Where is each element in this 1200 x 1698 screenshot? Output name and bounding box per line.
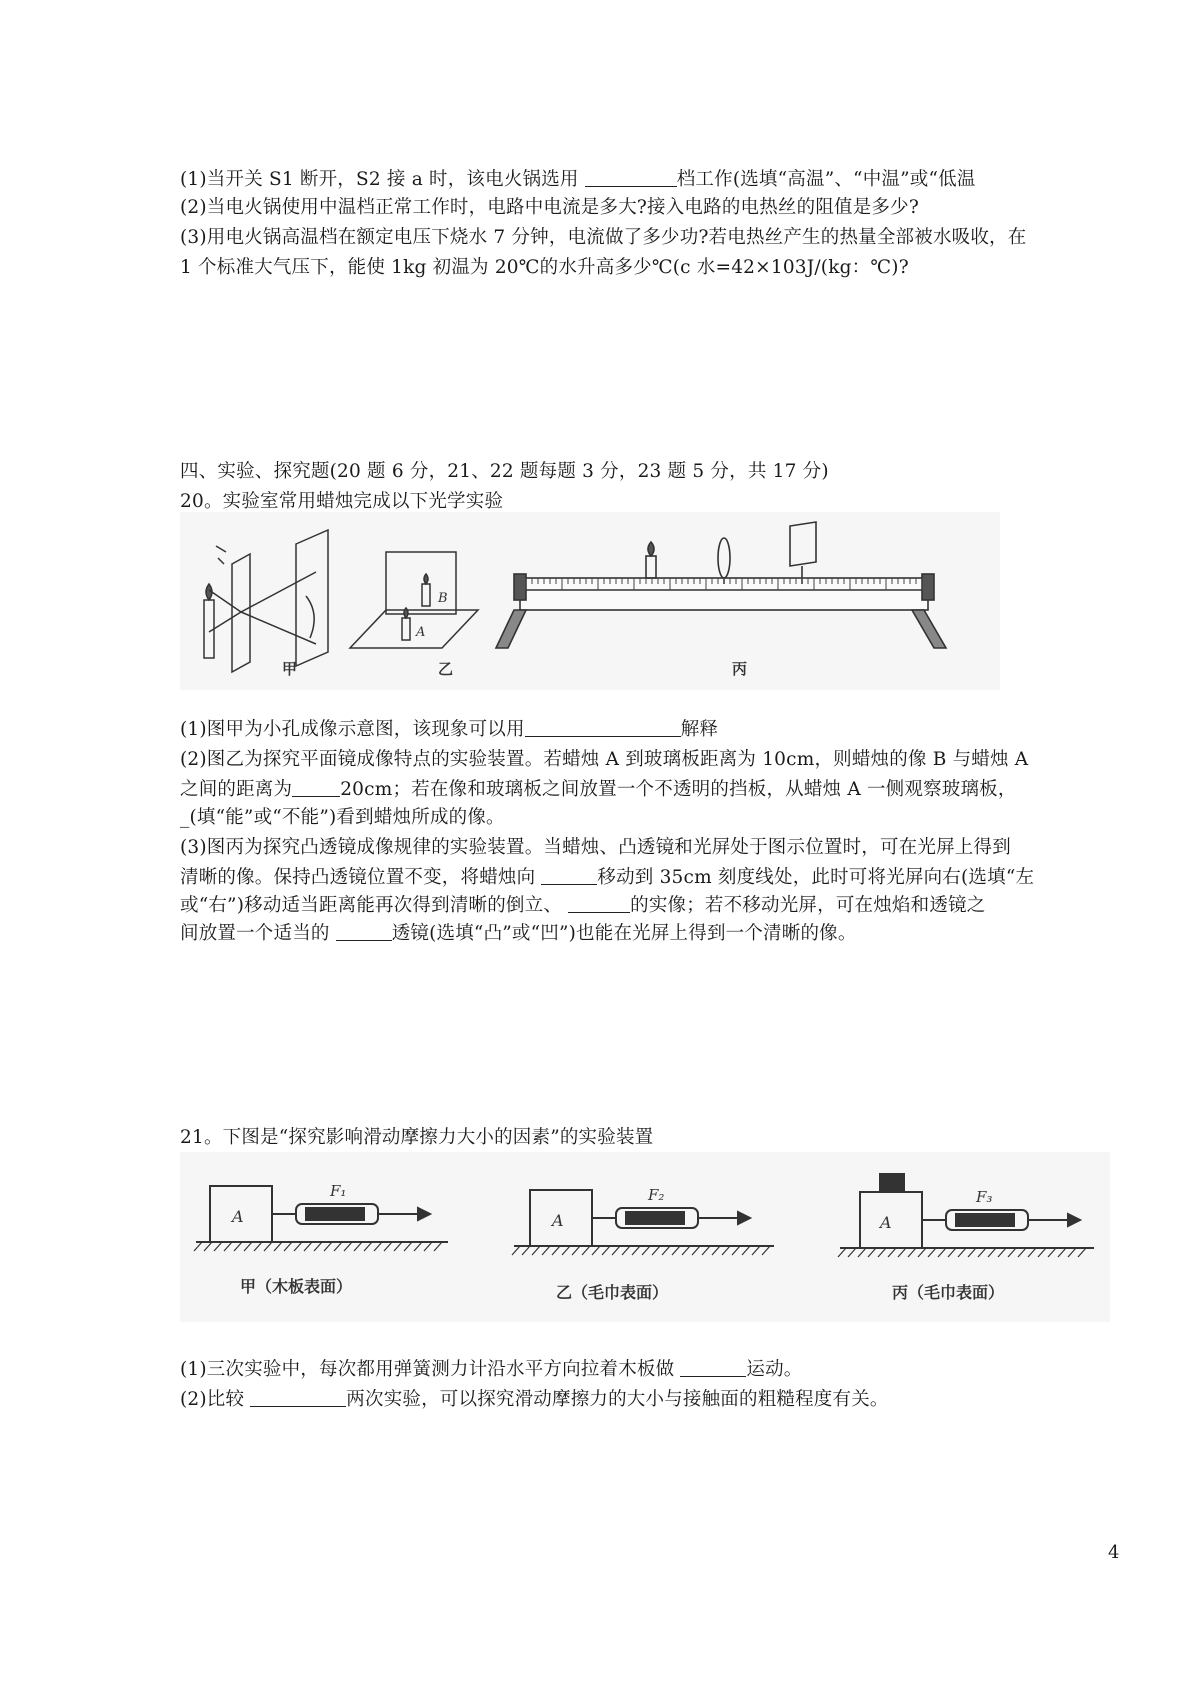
ground-hatch	[512, 1246, 520, 1255]
bench-leg-left	[496, 610, 526, 648]
optics-diagram	[180, 512, 1000, 690]
ground-hatch	[762, 1246, 770, 1255]
ground-hatch	[908, 1248, 916, 1257]
q19-part1-text-pre: (1)当开关 S1 断开，S2 接 a 时，该电火锅选用	[180, 169, 585, 190]
ground-hatch	[622, 1246, 630, 1255]
ground-hatch	[434, 1242, 442, 1251]
page-number: 4	[1108, 1542, 1120, 1563]
fig-caption-yi-surface: 乙（毛巾表面）	[556, 1283, 669, 1302]
ground-hatch	[224, 1242, 232, 1251]
q19-part2: (2)当电火锅使用中温档正常工作时，电路中电流是多大?接入电路的电热丝的阻值是多少?	[180, 197, 919, 218]
ground-hatch	[542, 1246, 550, 1255]
q20-title: 20。实验室常用蜡烛完成以下光学实验	[180, 491, 504, 512]
ground-hatch	[612, 1246, 620, 1255]
q21-part1-blank[interactable]	[680, 1358, 746, 1377]
pinhole-diagram	[204, 530, 328, 672]
ground-hatch	[858, 1248, 866, 1257]
friction-diagram	[180, 1152, 1110, 1322]
q21-part1-pre: (1)三次实验中，每次都用弹簧测力计沿水平方向拉着木板做	[180, 1359, 681, 1380]
q19-part1-blank[interactable]	[585, 168, 677, 187]
light-screen-icon	[790, 522, 816, 566]
q20-part2-pre: 之间的距离为	[180, 779, 293, 800]
q20-part3-line4	[180, 922, 857, 946]
q19-part3-line1: (3)用电火锅高温档在额定电压下烧水 7 分钟，电流做了多少功?若电热丝产生的热量全部被水吸收，在	[180, 227, 1027, 248]
ground-hatch	[424, 1242, 432, 1251]
q20-part1-post: 解释	[680, 719, 719, 740]
q20-part3-post: 移动到 35cm 刻度线处，此时可将光屏向右(选填“左	[597, 867, 1035, 888]
q20-part3-line2	[180, 866, 1034, 890]
force-label-f3: F₃	[976, 1188, 993, 1206]
ground-hatch	[324, 1242, 332, 1251]
ground-hatch	[572, 1246, 580, 1255]
ground-hatch	[878, 1248, 886, 1257]
ground-hatch	[632, 1246, 640, 1255]
q21-part2-blank[interactable]	[250, 1388, 346, 1407]
ground-hatch	[304, 1242, 312, 1251]
candle-b-icon	[422, 584, 430, 606]
bench-candle-icon	[646, 556, 656, 578]
ground-hatch	[374, 1242, 382, 1251]
ground-hatch	[562, 1246, 570, 1255]
ground-hatch	[204, 1242, 212, 1251]
ground-hatch	[582, 1246, 590, 1255]
ground-hatch	[712, 1246, 720, 1255]
ground-hatch	[652, 1246, 660, 1255]
ground-hatch	[732, 1246, 740, 1255]
fig-caption-yi: 乙	[438, 660, 454, 678]
ground-hatch	[692, 1246, 700, 1255]
ground-hatch	[958, 1248, 966, 1257]
fig-caption-jia: 甲	[282, 660, 298, 678]
ground-hatch	[838, 1248, 846, 1257]
label-b: B	[438, 591, 448, 606]
q21-part1	[180, 1358, 803, 1382]
ground-hatch	[314, 1242, 322, 1251]
ground-hatch	[978, 1248, 986, 1257]
ground-hatch	[404, 1242, 412, 1251]
ground-hatch	[938, 1248, 946, 1257]
table-plane	[350, 610, 478, 648]
ground-hatch	[384, 1242, 392, 1251]
ground-hatch	[532, 1246, 540, 1255]
q20-part3-line3	[180, 894, 985, 918]
ground-hatch	[522, 1246, 530, 1255]
q20-part3-line1: (3)图丙为探究凸透镜成像规律的实验装置。当蜡烛、凸透镜和光屏处于图示位置时，可在光屏上得到	[180, 837, 1011, 858]
ground-hatch	[1068, 1248, 1076, 1257]
ground-hatch	[898, 1248, 906, 1257]
label-a: A	[416, 625, 426, 640]
friction-setup-bing	[838, 1174, 1094, 1257]
block-label-bing: A	[880, 1213, 892, 1232]
ground-hatch	[988, 1248, 996, 1257]
block-label-yi: A	[552, 1211, 564, 1230]
q20-part2-blank[interactable]	[292, 778, 340, 797]
q20-part3c-pre: 或“右”)移动适当距离能再次得到清晰的倒立、	[180, 895, 569, 916]
q21-part2-post: 两次实验，可以探究滑动摩擦力的大小与接触面的粗糙程度有关。	[346, 1389, 889, 1410]
ground-hatch	[702, 1246, 710, 1255]
fig-caption-bing-surface: 丙（毛巾表面）	[892, 1283, 1005, 1302]
q20-figure	[180, 512, 1000, 690]
force-label-f1: F₁	[330, 1182, 347, 1200]
ground-hatch	[672, 1246, 680, 1255]
ground-hatch	[602, 1246, 610, 1255]
ground-hatch	[414, 1242, 422, 1251]
ground-hatch	[284, 1242, 292, 1251]
q20-part3-blank1[interactable]	[541, 866, 597, 885]
bench-leg-right	[912, 610, 946, 648]
ground-hatch	[752, 1246, 760, 1255]
ground-hatch	[742, 1246, 750, 1255]
q21-figure	[180, 1152, 1110, 1322]
optical-bench-diagram	[496, 522, 946, 648]
ground-hatch	[948, 1248, 956, 1257]
ground-hatch	[928, 1248, 936, 1257]
ground-hatch	[274, 1242, 282, 1251]
ground-hatch	[394, 1242, 402, 1251]
ground-hatch	[254, 1242, 262, 1251]
ground-hatch	[194, 1242, 202, 1251]
ground-hatch	[1038, 1248, 1046, 1257]
ground-hatch	[294, 1242, 302, 1251]
ground-hatch	[918, 1248, 926, 1257]
pinhole-screen	[232, 554, 250, 672]
ground-hatch	[722, 1246, 730, 1255]
ground-hatch	[888, 1248, 896, 1257]
q20-part3d-pre: 间放置一个适当的	[180, 923, 336, 944]
ground-hatch	[214, 1242, 222, 1251]
ground-hatch	[868, 1248, 876, 1257]
ground-hatch	[364, 1242, 372, 1251]
q20-part3-blank2[interactable]	[568, 894, 630, 913]
q20-part3c-post: 的实像；若不移动光屏，可在烛焰和透镜之	[630, 895, 986, 916]
ground-hatch	[1008, 1248, 1016, 1257]
force-label-f2: F₂	[648, 1186, 665, 1204]
q20-part1-blank[interactable]	[525, 718, 681, 737]
ground-hatch	[1048, 1248, 1056, 1257]
ground-hatch	[968, 1248, 976, 1257]
q19-part1	[180, 168, 976, 192]
q20-part2-line2	[180, 778, 1017, 802]
ground-hatch	[682, 1246, 690, 1255]
ground-hatch	[552, 1246, 560, 1255]
ground-hatch	[244, 1242, 252, 1251]
q19-part3-line2: 1 个标准大气压下，能使 1kg 初温为 20℃的水升高多少℃(c 水=42×103J/(kg：℃)?	[180, 257, 909, 278]
ground-hatch	[1078, 1248, 1086, 1257]
ground-hatch	[642, 1246, 650, 1255]
block-label-jia: A	[232, 1207, 244, 1226]
image-screen	[296, 530, 328, 666]
q21-part2-pre: (2)比较	[180, 1389, 251, 1410]
candle-a-icon	[402, 618, 410, 640]
ground-hatch	[998, 1248, 1006, 1257]
ground-hatch	[592, 1246, 600, 1255]
ground-hatch	[1028, 1248, 1036, 1257]
section-heading: 四、实验、探究题(20 题 6 分，21、22 题每题 3 分，23 题 5 分，共 17 分)	[180, 461, 829, 482]
fig-caption-bing: 丙	[732, 660, 748, 678]
q19-part1-text-post: 档工作(选填“高温”、“中温”或“低温	[676, 169, 976, 190]
ground-hatch	[1058, 1248, 1066, 1257]
ground-hatch	[234, 1242, 242, 1251]
fig-caption-jia-surface: 甲（木板表面）	[240, 1277, 353, 1296]
q20-part2-line1: (2)图乙为探究平面镜成像特点的实验装置。若蜡烛 A 到玻璃板距离为 10cm，则蜡烛的像 B 与蜡烛 A	[180, 749, 1029, 770]
ground-hatch	[1018, 1248, 1026, 1257]
ground-hatch	[662, 1246, 670, 1255]
q20-part2-post: 20cm；若在像和玻璃板之间放置一个不透明的挡板，从蜡烛 A 一侧观察玻璃板，	[340, 779, 1017, 800]
plane-mirror-diagram	[350, 552, 478, 648]
q20-part3d-post: 透镜(选填“凸”或“凹”)也能在光屏上得到一个清晰的像。	[391, 923, 857, 944]
q20-part3-pre: 清晰的像。保持凸透镜位置不变，将蜡烛向	[180, 867, 542, 888]
ground-hatch	[354, 1242, 362, 1251]
weight-icon	[880, 1174, 904, 1192]
q20-part2-line3: _(填“能”或“不能”)看到蜡烛所成的像。	[180, 807, 505, 828]
ground-hatch	[848, 1248, 856, 1257]
q20-part1	[180, 718, 718, 742]
q21-part1-post: 运动。	[746, 1359, 803, 1380]
q21-part2	[180, 1388, 889, 1412]
q20-part3-blank3[interactable]	[336, 922, 392, 941]
q20-part1-pre: (1)图甲为小孔成像示意图，该现象可以用	[180, 719, 525, 740]
ground-hatch	[334, 1242, 342, 1251]
convex-lens-icon	[718, 538, 730, 578]
q21-title: 21。下图是“探究影响滑动摩擦力大小的因素”的实验装置	[180, 1127, 654, 1148]
ground-hatch	[264, 1242, 272, 1251]
ground-hatch	[344, 1242, 352, 1251]
